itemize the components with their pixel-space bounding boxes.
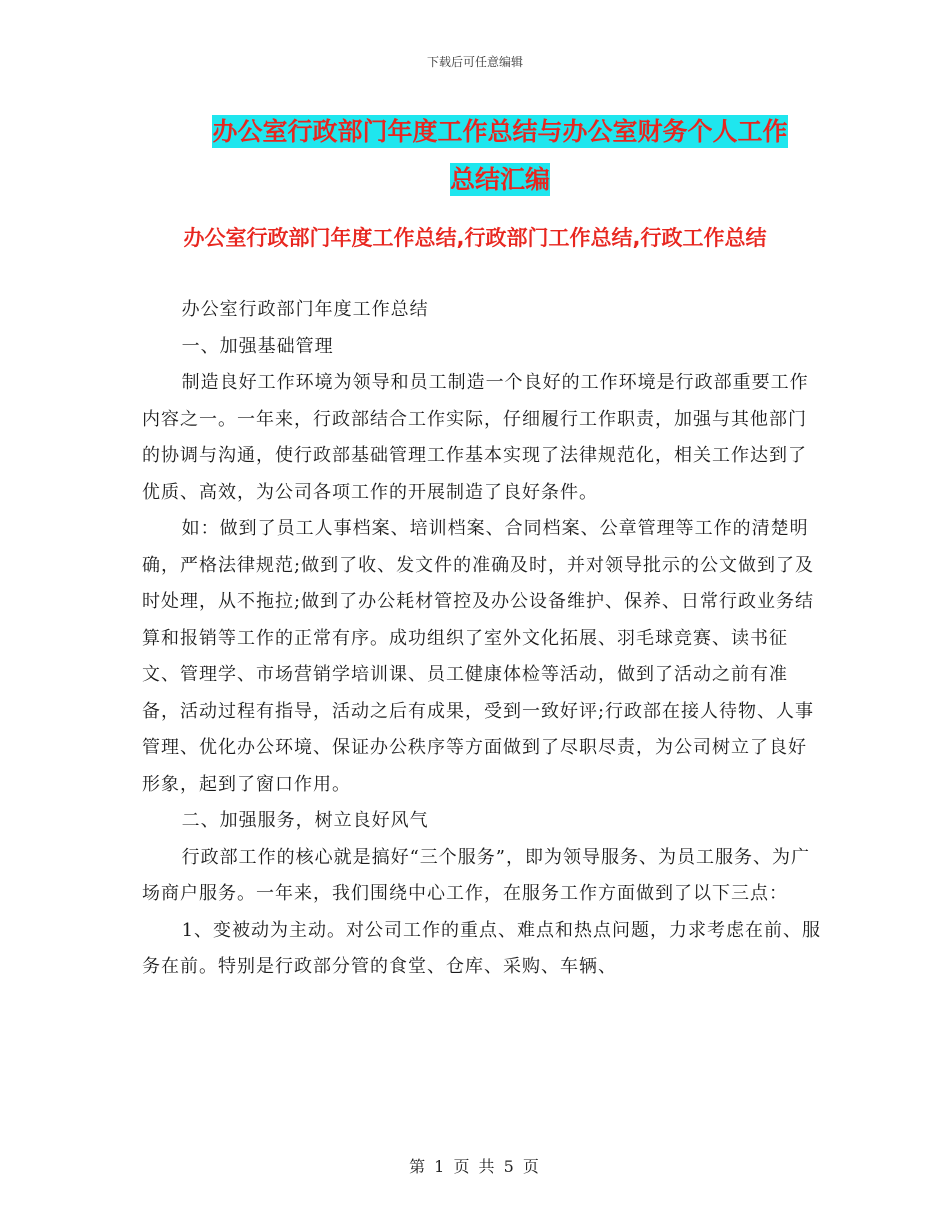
paragraph: 一、加强基础管理 — [181, 335, 334, 357]
paragraph: 制造良好工作环境为领导和员工制造一个良好的工作环境是行政部重要工作内容之一。一年来，行政部结合工作实际，仔细履行工作职责，加强与其他部门的协调与沟通，使行政部基础管理工作基本实现了法律规范化，相关工作达到了优质、高效，为公司各项工作的开展制造了良好条件。 — [142, 372, 809, 503]
paragraph: 如：做到了员工人事档案、培训档案、合同档案、公章管理等工作的清楚明确，严格法律规范;做到了收、发文件的准确及时，并对领导批示的公文做到了及时处理，从不拖拉;做到了办公耗材管控及办公设备维护、保养、日常行政业务结算和报销等工作的正常有序。成功组织了室外文化拓展、羽毛球竞赛、读书征文、管理学、市场营销学培训课、员工健康体检等活动，做到了活动之前有准备，活动过程有指导，活动之后有成果，受到一致好评;行政部在接人待物、人事管理、优化办公环境、保证办公秩序等方面做到了尽职尽责，为公司树立了良好形象，起到了窗口作用。 — [142, 518, 815, 795]
page-header-note: 下载后可任意编辑 — [426, 55, 523, 69]
paragraph: 行政部工作的核心就是搞好“三个服务”，即为领导服务、为员工服务、为广场商户服务。一年来，我们围绕中心工作，在服务工作方面做到了以下三点： — [142, 846, 810, 904]
paragraph: 二、加强服务，树立良好风气 — [181, 810, 429, 831]
document-body — [142, 292, 822, 986]
document-title-line2: 总结汇编 — [449, 165, 550, 194]
document-subtitle: 办公室行政部门年度工作总结,行政部门工作总结,行政工作总结 — [183, 226, 767, 250]
page-number: 第 1 页 共 5 页 — [409, 1157, 541, 1176]
document-title — [140, 108, 860, 204]
document-title-line1: 办公室行政部门年度工作总结与办公室财务个人工作 — [212, 117, 788, 146]
paragraph: 1、变被动为主动。对公司工作的重点、难点和热点问题，力求考虑在前、服务在前。特别是行政部分管的食堂、仓库、采购、车辆、 — [142, 919, 822, 977]
paragraph: 办公室行政部门年度工作总结 — [181, 299, 429, 320]
